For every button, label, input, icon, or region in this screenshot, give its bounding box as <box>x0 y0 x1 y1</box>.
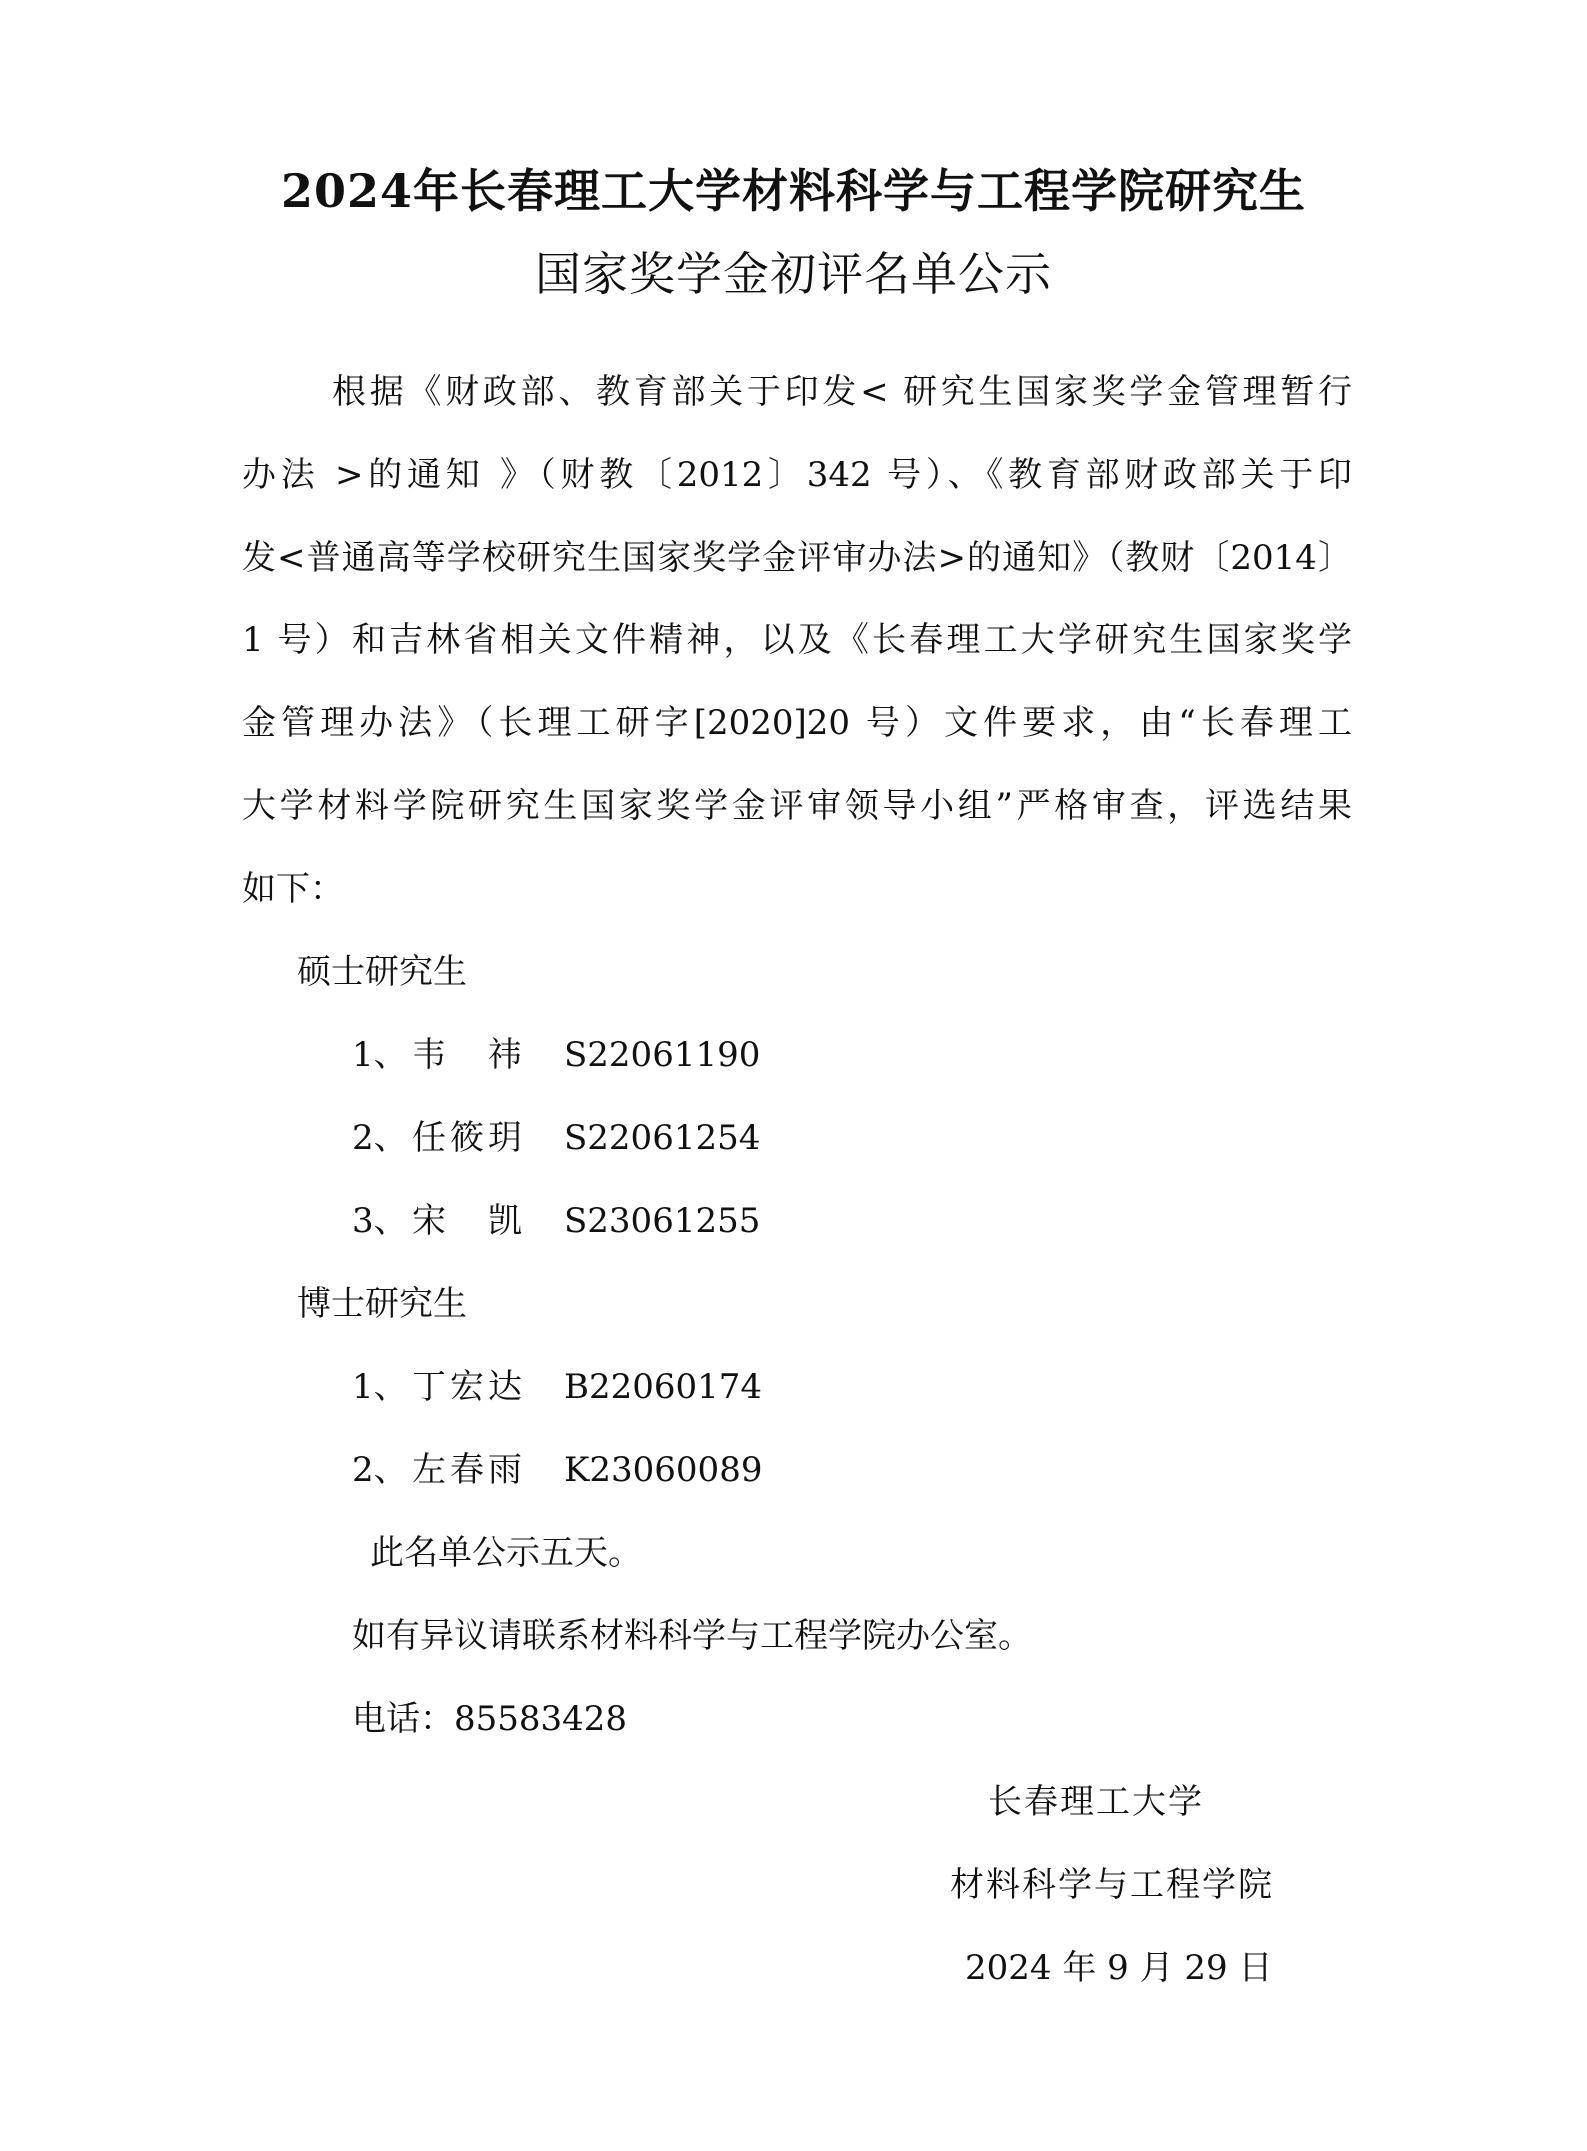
doctors-heading: 博士研究生 <box>297 1284 467 1324</box>
doctors-entry <box>352 1450 762 1490</box>
document-title-line-1: 2024年长春理工大学材料科学与工程学院研究生 <box>280 164 1307 218</box>
document-title-line-2: 国家奖学金初评名单公示 <box>535 247 1052 301</box>
entry-student-id: K23060089 <box>564 1450 763 1490</box>
entry-number: 1、 <box>352 1367 408 1407</box>
body-line: 根据《财政部、教育部关于印发< 研究生国家奖学金管理暂行 <box>332 372 1352 412</box>
entry-number: 1、 <box>352 1035 408 1075</box>
body-line: 1 号）和吉林省相关文件精神，以及《长春理工大学研究生国家奖学 <box>242 620 1352 660</box>
signature-university: 长春理工大学 <box>988 1782 1204 1822</box>
body-line: 大学材料学院研究生国家奖学金评审领导小组”严格审查，评选结果 <box>242 786 1352 826</box>
entry-name: 宋 凯 <box>412 1201 526 1241</box>
objection-contact-note: 如有异议请联系材料科学与工程学院办公室。 <box>352 1616 1032 1656</box>
entry-name: 左春雨 <box>412 1450 526 1490</box>
phone-number: 电话：85583428 <box>352 1699 628 1739</box>
publicity-duration-note: 此名单公示五天。 <box>370 1533 642 1573</box>
signature-college: 材料科学与工程学院 <box>950 1865 1274 1905</box>
entry-name: 任筱玥 <box>412 1118 526 1158</box>
masters-entry <box>352 1035 760 1075</box>
entry-number: 2、 <box>352 1118 408 1158</box>
entry-number: 2、 <box>352 1450 408 1490</box>
body-line: 发<普通高等学校研究生国家奖学金评审办法>的通知》（教财〔2014〕 <box>242 538 1352 578</box>
entry-student-id: S22061190 <box>564 1035 761 1075</box>
masters-heading: 硕士研究生 <box>297 952 467 992</box>
entry-name: 丁宏达 <box>412 1367 526 1407</box>
doctors-entry <box>352 1367 762 1407</box>
masters-entry <box>352 1201 760 1241</box>
body-line: 办法 >的通知 》（财教〔2012〕342 号）、《教育部财政部关于印 <box>242 455 1352 495</box>
body-line: 如下： <box>242 869 344 909</box>
signature-date: 2024 年 9 月 29 日 <box>965 1948 1273 1988</box>
masters-entry <box>352 1118 760 1158</box>
entry-student-id: S23061255 <box>564 1201 761 1241</box>
entry-student-id: S22061254 <box>564 1118 761 1158</box>
body-line: 金管理办法》（长理工研字[2020]20 号）文件要求，由“长春理工 <box>242 703 1352 743</box>
entry-student-id: B22060174 <box>564 1367 763 1407</box>
entry-name: 韦 祎 <box>412 1035 526 1075</box>
entry-number: 3、 <box>352 1201 408 1241</box>
